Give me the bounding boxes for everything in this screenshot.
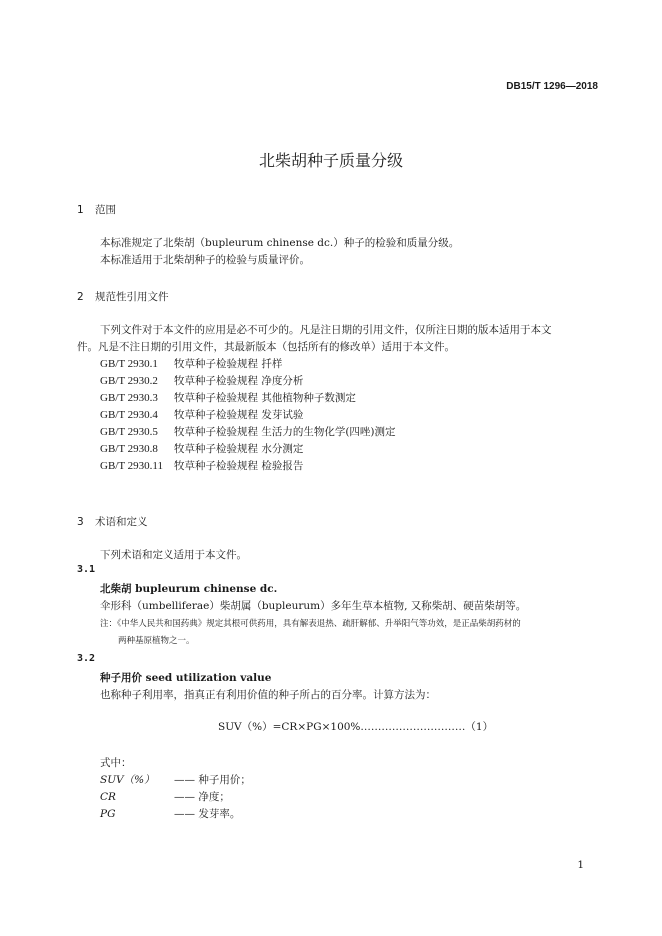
references-paragraph-line-2: 件。凡是不注日期的引用文件，其最新版本（包括所有的修改单）适用于本文件。 [77,341,455,353]
reference-item [100,390,356,405]
variable-description: —— 净度； [174,791,230,803]
reference-code: GB/T 2930.8 [100,443,158,455]
term-note-continuation: 两种基原植物之一。 [118,636,195,646]
reference-title: 牧草种子检验规程 其他植物种子数测定 [174,392,356,404]
reference-code: GB/T 2930.5 [100,426,158,438]
reference-title: 牧草种子检验规程 生活力的生物化学(四唑)测定 [174,426,396,438]
formula-variable [100,772,251,787]
page-number: 1 [577,859,584,871]
section-number: 2 [77,291,84,303]
section-3-heading [77,514,148,529]
terms-intro: 下列术语和定义适用于本文件。 [100,549,247,561]
reference-title: 牧草种子检验规程 扦样 [174,358,283,370]
section-1-heading [77,202,116,217]
variable-symbol: SUV（%） [100,774,155,786]
references-paragraph-line-1: 下列文件对于本文件的应用是必不可少的。凡是注日期的引用文件，仅所注日期的版本适用于本文 [100,324,552,336]
scope-paragraph-2: 本标准适用于北柴胡种子的检验与质量评价。 [100,254,310,266]
variable-symbol: CR [100,791,116,803]
term-definition: 伞形科（umbelliferae）柴胡属（bupleurum）多年生草本植物, 又称柴胡、硬苗柴胡等。 [100,600,527,612]
variable-description: —— 种子用价； [174,774,251,786]
reference-item [100,356,282,371]
reference-title: 牧草种子检验规程 净度分析 [174,375,304,387]
reference-code: GB/T 2930.4 [100,409,158,421]
variable-description: —— 发芽率。 [174,808,241,820]
reference-title: 牧草种子检验规程 发芽试验 [174,409,304,421]
reference-item [100,424,396,439]
page-title: 北柴胡种子质量分级 [258,151,403,170]
reference-code: GB/T 2930.1 [100,358,158,370]
term-name: 种子用价 seed utilization value [100,672,272,684]
section-number: 1 [77,204,84,216]
reference-title: 牧草种子检验规程 水分测定 [174,443,304,455]
section-title: 规范性引用文件 [95,291,169,303]
section-number: 3 [77,516,84,528]
term-number: 3.2 [77,653,96,664]
scope-paragraph-1: 本标准规定了北柴胡（bupleurum chinense dc.）种子的检验和质量分级。 [100,237,460,249]
term-note [100,617,521,629]
document-code: DB15/T 1296—2018 [506,81,598,92]
term-name: 北柴胡 bupleurum chinense dc. [100,583,278,595]
section-2-heading [77,289,169,304]
reference-code: GB/T 2930.3 [100,392,158,404]
section-title: 术语和定义 [95,516,148,528]
variable-symbol: PG [100,808,116,820]
formula-where-label: 式中： [100,757,132,769]
reference-item [100,441,303,456]
section-title: 范围 [95,204,116,216]
formula: SUV（%）=CR×PG×100%…………………………（1） [218,721,494,733]
reference-item [100,458,303,473]
reference-item [100,373,303,388]
term-definition: 也称种子利用率，指真正有利用价值的种子所占的百分率。计算方法为： [100,689,436,701]
reference-code: GB/T 2930.11 [100,460,163,472]
formula-variable [100,789,230,804]
reference-title: 牧草种子检验规程 检验报告 [174,460,304,472]
note-label: 注： [100,619,118,629]
reference-item [100,407,303,422]
formula-variable [100,806,240,821]
note-text: 《中华人民共和国药典》规定其根可供药用，具有解表退热、疏肝解郁、升举阳气等功效，是正品柴胡药材的 [117,619,521,629]
reference-code: GB/T 2930.2 [100,375,158,387]
term-number: 3.1 [77,564,96,575]
